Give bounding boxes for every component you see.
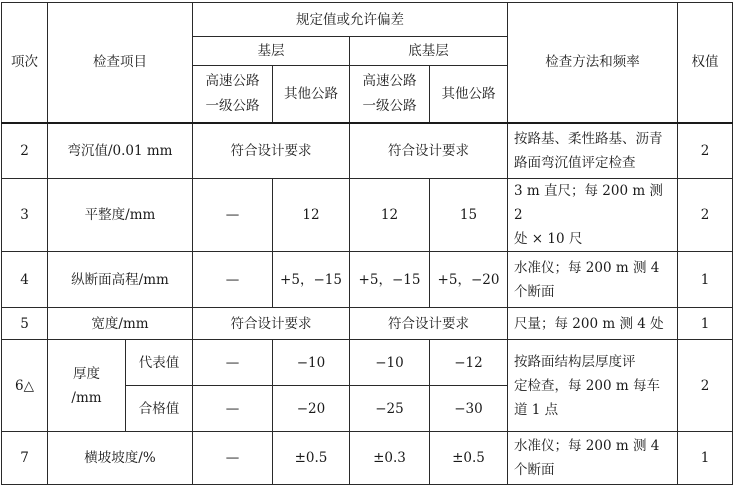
row-base-other: −20 [273,386,350,432]
header-base-other: 其他公路 [273,66,350,123]
row-base-highway: — [193,340,273,386]
method-line: 按路基、柔性路基、沥青 [514,130,663,147]
row-base-highway: — [193,432,273,485]
highway-label-line2: 一级公路 [362,97,417,114]
row-weight: 1 [678,308,733,340]
method-line: 个断面 [514,462,555,478]
row-sub-label: 代表值 [126,340,193,386]
header-spec-group: 规定值或允许偏差 [193,3,508,37]
row-item: 纵断面高程/mm [48,252,193,308]
row-base-merged: 符合设计要求 [193,123,350,179]
item-line: /mm [71,389,102,406]
row-sub-label: 合格值 [126,386,193,432]
header-row-1 [2,3,733,37]
row-subbase-highway: 12 [350,179,430,252]
header-method: 检查方法和频率 [508,3,678,123]
header-item-no: 项次 [2,3,48,123]
row-method [508,179,678,252]
row-base-other: −10 [273,340,350,386]
table-row [2,252,733,308]
row-method [508,340,678,432]
row-no: 7 [2,432,48,485]
highway-label-line1: 高速公路 [205,72,260,89]
row-subbase-other: −30 [430,386,508,432]
method-line: 路面弯沉值评定检查 [514,154,636,171]
method-line: 按路面结构层厚度评 [514,353,636,370]
row-no: 6△ [2,340,48,432]
row-subbase-merged: 符合设计要求 [350,123,508,179]
row-method [508,432,678,485]
row-item: 平整度/mm [48,179,193,252]
row-weight: 2 [678,123,733,179]
row-subbase-merged: 符合设计要求 [350,308,508,340]
row-subbase-highway: ±0.3 [350,432,430,485]
method-line: 个断面 [514,283,555,300]
header-weight: 权值 [678,3,733,123]
row-subbase-other: 15 [430,179,508,252]
row-subbase-highway: −10 [350,340,430,386]
method-line: 定检查，每 200 m 每车 [514,377,660,394]
header-subbase-highway [350,66,430,123]
row-base-merged: 符合设计要求 [193,308,350,340]
table-row [2,432,733,485]
method-line: 3 m 直尺；每 200 m 测 2 [514,183,663,223]
row-base-highway: — [193,252,273,308]
row-subbase-other: ±0.5 [430,432,508,485]
header-subbase-layer: 底基层 [350,37,508,66]
row-base-other: 12 [273,179,350,252]
row-weight: 2 [678,179,733,252]
row-no: 3 [2,179,48,252]
item-line: 厚度 [73,365,100,382]
row-subbase-other: −12 [430,340,508,386]
row-item: 弯沉值/0.01 mm [48,123,193,179]
header-subbase-other: 其他公路 [430,66,508,123]
row-method [508,252,678,308]
table-row [2,340,733,386]
row-no: 2 [2,123,48,179]
row-base-other: +5，−15 [273,252,350,308]
table-row [2,179,733,252]
inspection-spec-table [1,2,733,485]
row-weight: 1 [678,252,733,308]
header-base-layer: 基层 [193,37,350,66]
row-weight: 2 [678,340,733,432]
header-base-highway [193,66,273,123]
row-weight: 1 [678,432,733,485]
row-base-other: ±0.5 [273,432,350,485]
row-item [48,340,126,432]
row-no: 5 [2,308,48,340]
table-row [2,308,733,340]
row-method [508,123,678,179]
highway-label-line1: 高速公路 [362,72,417,89]
row-item: 横坡坡度/% [48,432,193,485]
row-subbase-highway: +5，−15 [350,252,430,308]
method-line: 处 × 10 尺 [514,231,583,247]
row-base-highway: — [193,386,273,432]
row-item: 宽度/mm [48,308,193,340]
table-row [2,123,733,179]
header-check-item: 检查项目 [48,3,193,123]
method-line: 道 1 点 [514,401,559,418]
row-subbase-other: +5，−20 [430,252,508,308]
row-subbase-highway: −25 [350,386,430,432]
method-line: 水准仪；每 200 m 测 4 [514,438,660,454]
row-no: 4 [2,252,48,308]
method-line: 水准仪；每 200 m 测 4 [514,259,660,276]
row-method: 尺量；每 200 m 测 4 处 [508,308,678,340]
row-base-highway: — [193,179,273,252]
highway-label-line2: 一级公路 [205,97,260,114]
